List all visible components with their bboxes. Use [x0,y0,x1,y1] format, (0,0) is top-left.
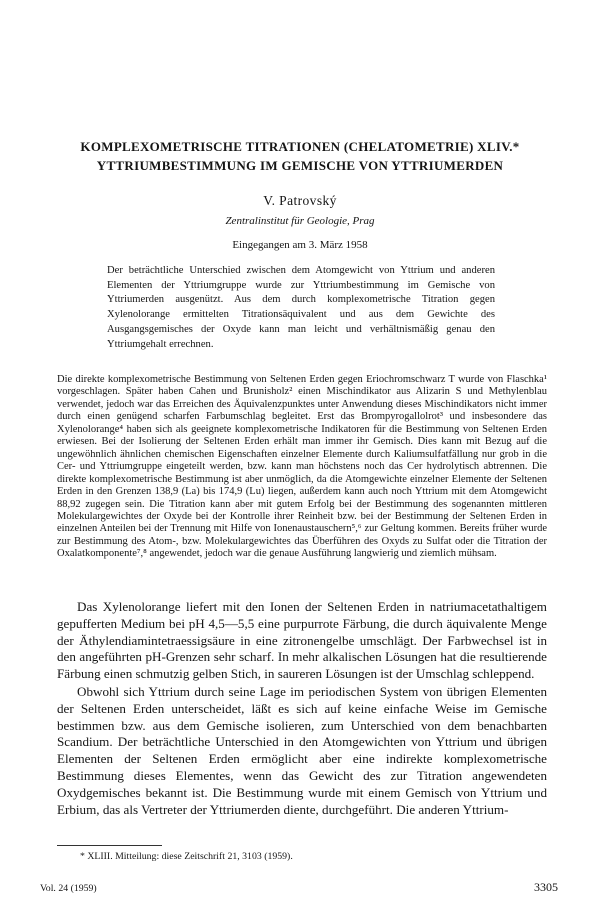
author-institution: Zentralinstitut für Geologie, Prag [225,215,375,227]
body-text [57,599,547,819]
abstract-text: Der beträchtliche Unterschied zwischen dem Atomgewicht von Yttrium und anderen Elementen der Yttriumgruppe wurde zur Yttriumbestimmung im Gemische von Yttriumerden ausgenützt. Aus dem durch komplexometrische Titration gegen Xylenolorange ermittelten Titrationsäquivalent und aus dem Gewichte des Ausgangsgemisches der Oxyde kann man leicht und verhältnismäßig genau den Yttriumgehalt errechnen. [107,265,495,350]
body-paragraph: Obwohl sich Yttrium durch seine Lage im periodischen System von übrigen Elementen der Seltenen Erden unterscheidet, läßt es sich auf keine einfache Weise im Gemische bestimmen bzw. aus dem Gemische isolieren, zum Unterschied von dem benachbarten Scandium. Der beträchtliche Unterschied in den Atomgewichten von Yttrium und übrigen Elementen der Seltenen Erden ermöglicht aber eine indirekte komplexometrische Bestimmung dieses Elementes, wenn das Gewicht des zur Titration angewendeten Oxydgemisches bekannt ist. Die Bestimmung wurde mit einem Gemisch von Yttrium und Erbium, das als Vertreter der Yttriumerden diente, durchgeführt. Die anderen Yttrium- [57,683,547,817]
footnote: * XLIII. Mitteilung: diese Zeitschrift 21, 3103 (1959). [80,851,293,862]
intro-paragraph: Die direkte komplexometrische Bestimmung von Seltenen Erden gegen Eriochromschwarz T wurde von Flaschka¹ vorgeschlagen. Später haben Cahen und Brunisholz² einen Mischindikator aus Alizarin S und Methylenblau verwendet, jedoch war das Erreichen des Äquivalenzpunktes unter Anwendung dieses Mischindikators nicht immer durch einen genügend scharfen Farbumschlag begleitet. Erst das Brompyrogallolrot³ und insbesondere das Xylenolorange⁴ haben sich als geeignete komplexometrische Indikatoren für die Bestimmung von Seltenen Erden erwiesen. Bei der Isolierung der Seltenen Erden erhält man immer ihr Gemisch. Dies kann mit Bezug auf die ungewöhnlich ähnlichen chemischen Eigenschaften einzelner Elemente durch Kaliumsulfatfällung nur grob in die Cer- und Yttriumgruppe eingeteilt werden, bzw. kann man höchstens noch das Cer hydrolytisch abtrennen. Die direkte komplexometrische Bestimmung ist aber unmöglich, da die Atomgewichte einzelner Elemente der Seltenen Erden in den Grenzen 138,9 (La) bis 174,9 (Lu) liegen, außerdem kann auch noch Yttrium mit dem Atomgewicht 88,92 zugegen sein. Die Titration kann aber mit gutem Erfolg bei der Bestimmung des sogenannten mittleren Molekulargewichtes der Oxyde bei der Kontrolle ihrer Reinheit bzw. bei der Bestimmung der Seltenen Erden in einzelnen Anteilen bei der Trennung mit Hilfe von Ionenaustauschern⁵,⁶ zur Geltung kommen. Bereits früher wurde zur Bestimmung des Atom-, bzw. Molekulargewichtes das Überführen des Oxyds zu Sulfat oder die Titration der Oxalatkomponente⁷,⁸ angewendet, jedoch war die genaue Ausführung langwierig und ziemlich mühsam. [57,374,547,560]
author-name: V. Patrovský [263,193,337,208]
volume-info: Vol. 24 (1959) [40,883,97,894]
article-title-line-2: YTTRIUMBESTIMMUNG IM GEMISCHE VON YTTRIUMERDEN [96,158,504,173]
body-paragraph: Das Xylenolorange liefert mit den Ionen der Seltenen Erden in natriumacetathaltigem gepufferten Medium bei pH 4,5—5,5 eine purpurrote Färbung, die durch äquivalente Menge der Äthylendiamintetraessigsäure in eine zitronengelbe umschlägt. Der Farbwechsel ist in den angeführten pH-Grenzen sehr scharf. In mehr alkalischen Lösungen hat die resultierende Färbung einen schmutzig gelben Stich, in saureren Lösungen ist der Umschlag schleppend. [57,599,547,682]
footnote-divider [57,845,162,846]
page-number: 3305 [534,880,558,894]
received-date: Eingegangen am 3. März 1958 [232,239,368,251]
article-title-line-1: KOMPLEXOMETRISCHE TITRATIONEN (CHELATOMETRIE) XLIV.* [80,139,520,154]
